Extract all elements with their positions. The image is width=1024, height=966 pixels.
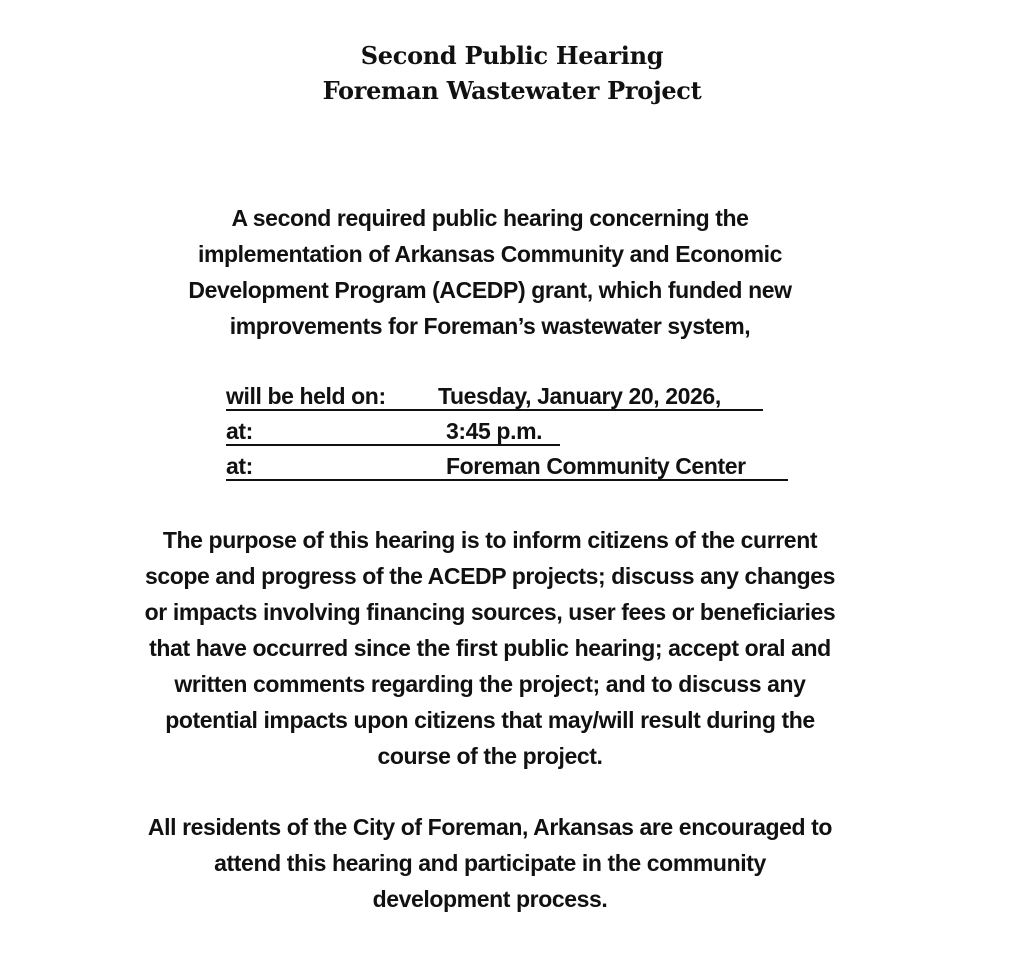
time-label: at: — [226, 418, 253, 444]
purpose-line: scope and progress of the ACEDP projects; discuss any changes — [144, 563, 836, 589]
underline — [226, 409, 763, 411]
purpose-line: course of the project. — [377, 743, 603, 769]
closing-line: attend this hearing and participate in the community — [214, 850, 766, 876]
closing-line: development process. — [372, 886, 608, 912]
underline — [226, 479, 788, 481]
project-name: Foreman Wastewater Project — [322, 76, 702, 105]
intro-line: improvements for Foreman’s wastewater system, — [229, 313, 751, 339]
intro-paragraph — [0, 200, 980, 344]
place-label: at: — [226, 453, 253, 479]
time-value: 3:45 p.m. — [446, 418, 543, 444]
purpose-line: The purpose of this hearing is to inform citizens of the current — [162, 527, 818, 553]
date-label: will be held on: — [226, 383, 386, 409]
notice-title: Second Public Hearing — [360, 41, 664, 70]
intro-line: implementation of Arkansas Community and Economic — [197, 241, 783, 267]
underline — [226, 444, 560, 446]
intro-line: Development Program (ACEDP) grant, which funded new — [188, 277, 792, 303]
place-value: Foreman Community Center — [446, 453, 746, 479]
purpose-line: or impacts involving financing sources, user fees or beneficiaries — [144, 599, 836, 625]
purpose-line: that have occurred since the first public hearing; accept oral and — [149, 635, 831, 661]
closing-paragraph — [0, 809, 980, 917]
purpose-line: written comments regarding the project; and to discuss any — [174, 671, 806, 697]
date-value: Tuesday, January 20, 2026, — [438, 383, 721, 409]
intro-line: A second required public hearing concerning the — [231, 205, 749, 231]
purpose-paragraph — [0, 522, 980, 774]
closing-line: All residents of the City of Foreman, Arkansas are encouraged to — [147, 814, 833, 840]
purpose-line: potential impacts upon citizens that may/will result during the — [165, 707, 815, 733]
notice-header — [0, 38, 1024, 108]
